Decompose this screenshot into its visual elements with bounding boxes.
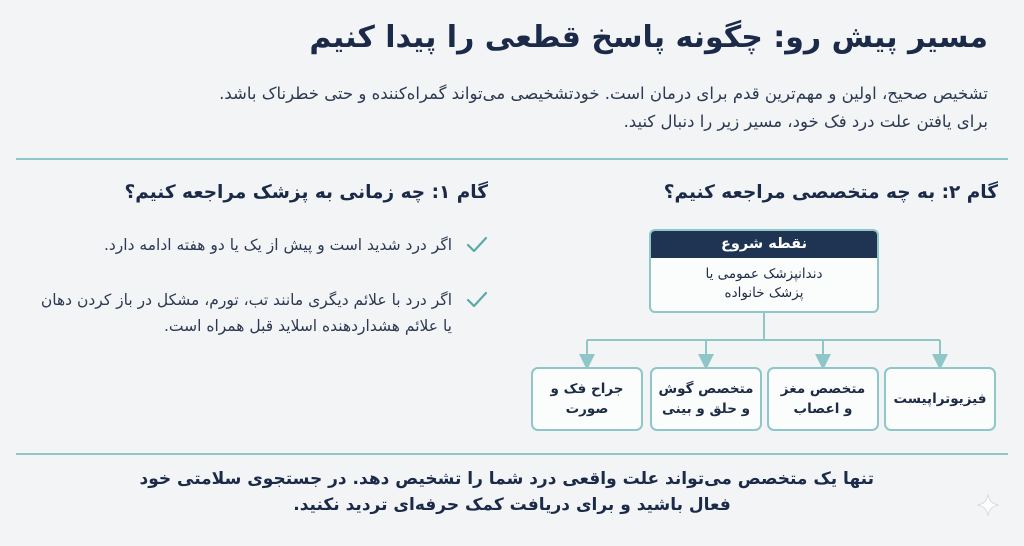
start-point-line-2: پزشک خانواده [724,285,804,301]
closing-text [139,466,874,518]
intro-line-2: برای یافتن علت درد فک خود، مسیر زیر را دنبال کنید. [623,112,988,131]
specialist-neurologist: متخصص مغز و اعصاب [767,367,879,431]
step1-item-2-text: اگر درد با علائم دیگری مانند تب، تورم، مشکل در باز کردن دهان یا علائم هشداردهنده اسلاید قبل همراه است. [40,291,452,335]
start-point-box [649,229,879,313]
intro-line-1: تشخیص صحیح، اولین و مهم‌ترین قدم برای درمان است. خودتشخیصی می‌تواند گمراه‌کننده و حتی خطرناک باشد. [219,84,988,103]
closing-line-2: فعال باشید و برای دریافت کمک حرفه‌ای تردید نکنید. [293,495,731,515]
start-point-body [651,258,877,303]
start-point-header: نقطه شروع [651,231,877,258]
start-point-line-1: دندانپزشک عمومی یا [705,266,823,282]
step1-item-1-text: اگر درد شدید است و پیش از یک یا دو هفته ادامه دارد. [103,236,452,254]
specialist-maxillofacial-surgeon: جراح فک و صورت [531,367,643,431]
page-title: مسیر پیش رو: چگونه پاسخ قطعی را پیدا کنیم [309,20,988,55]
specialist-ent: متخصص گوش و حلق و بینی [650,367,762,431]
bottom-divider [16,453,1008,455]
closing-line-1: تنها یک متخصص می‌تواند علت واقعی درد شما را تشخیص دهد. در جستجوی سلامتی خود [139,469,874,489]
specialist-physiotherapist: فیزیوتراپیست [884,367,996,431]
sparkle-icon [976,493,1000,517]
step1-title: گام ۱: چه زمانی به پزشک مراجعه کنیم؟ [124,182,488,203]
step2-title: گام ۲: به چه متخصصی مراجعه کنیم؟ [663,182,998,203]
